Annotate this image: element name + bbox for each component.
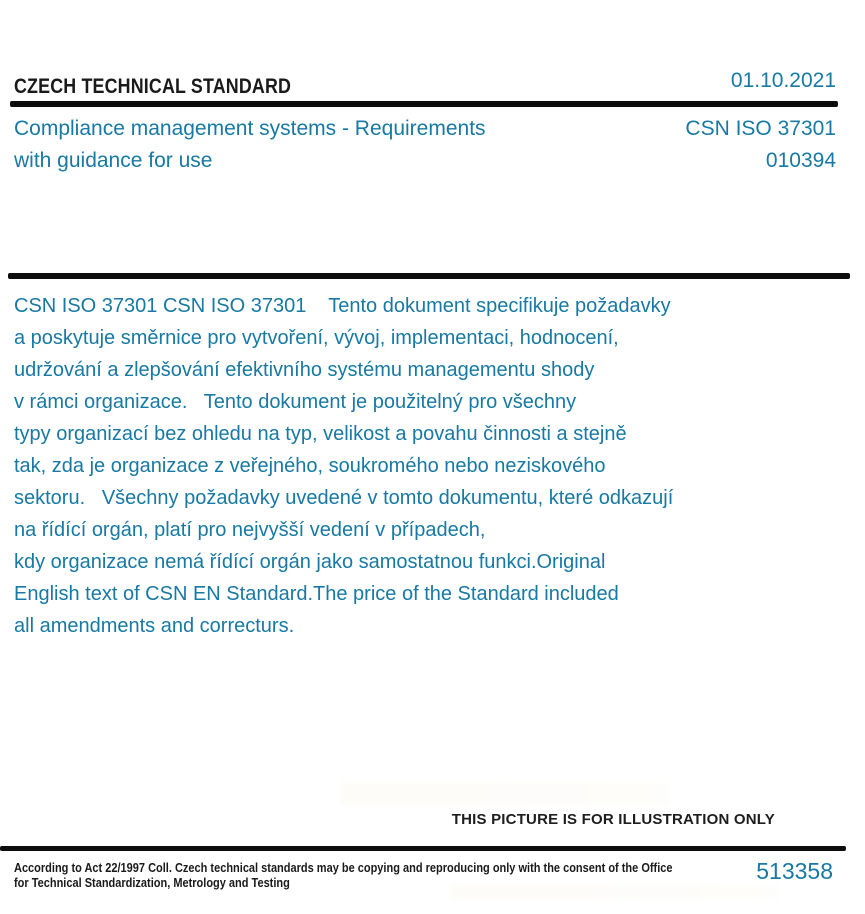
body-divider xyxy=(8,273,850,279)
header-divider xyxy=(10,101,838,107)
abstract-line: typy organizací bez ohledu na typ, velikost a povahu činnosti a stejně xyxy=(14,423,627,445)
abstract-line: CSN ISO 37301 CSN ISO 37301 Tento dokument specifikuje požadavky xyxy=(14,295,671,317)
standard-identifiers xyxy=(685,113,836,177)
abstract-line: a poskytuje směrnice pro vytvoření, vývoj, implementaci, hodnocení, xyxy=(14,327,619,349)
copyright-notice-line-1: According to Act 22/1997 Coll. Czech technical standards may be copying and reproducing only with the consent of the Office xyxy=(14,861,673,875)
standard-title-line-1: Compliance management systems - Requirements xyxy=(14,117,486,140)
copyright-notice-line-2: for Technical Standardization, Metrology and Testing xyxy=(14,875,290,890)
standard-title xyxy=(14,113,486,177)
abstract-line: tak, zda je organizace z veřejného, soukromého nebo neziskového xyxy=(14,455,606,477)
abstract-line: udržování a zlepšování efektivního systému managementu shody xyxy=(14,359,595,381)
page-title: CZECH TECHNICAL STANDARD xyxy=(14,75,292,98)
abstract-line: sektoru. Všechny požadavky uvedené v tomto dokumentu, které odkazují xyxy=(14,487,674,509)
faint-watermark xyxy=(340,782,670,806)
abstract-line: na řídící orgán, platí pro nejvyšší vedení v případech, xyxy=(14,519,486,541)
footer-divider xyxy=(0,846,846,851)
standard-code: CSN ISO 37301 xyxy=(685,117,836,140)
abstract-text xyxy=(14,290,673,642)
abstract-line: kdy organizace nemá řídící orgán jako samostatnou funkci.Original xyxy=(14,551,606,573)
order-number: 513358 xyxy=(756,858,833,884)
faint-footer-watermark xyxy=(450,884,780,900)
standard-class-number: 010394 xyxy=(765,149,836,172)
illustration-only-notice: THIS PICTURE IS FOR ILLUSTRATION ONLY xyxy=(451,811,775,828)
abstract-line: English text of CSN EN Standard.The price of the Standard included xyxy=(14,583,619,605)
standard-title-line-2: with guidance for use xyxy=(14,149,213,172)
issue-date: 01.10.2021 xyxy=(730,69,836,92)
abstract-line: all amendments and correcturs. xyxy=(14,615,295,637)
abstract-line: v rámci organizace. Tento dokument je použitelný pro všechny xyxy=(14,391,577,413)
